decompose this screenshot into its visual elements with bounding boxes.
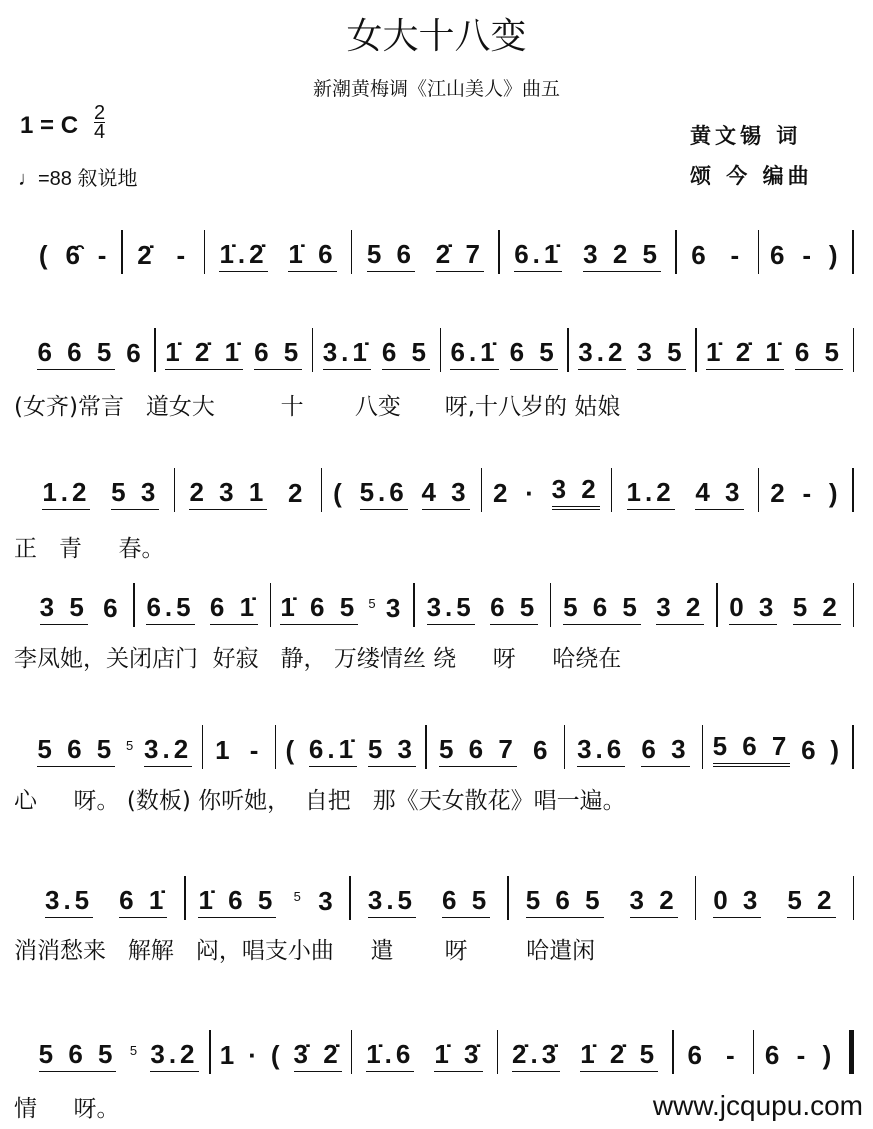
measure — [186, 878, 350, 918]
key-signature: 1 = C — [20, 112, 79, 139]
note-group: 3.6 — [577, 734, 625, 767]
measure — [175, 470, 321, 510]
note-group: 3 2 5 — [583, 239, 661, 272]
measure — [441, 330, 567, 370]
note-group: 6 — [764, 1040, 784, 1070]
note-group: ) — [828, 478, 842, 508]
grace-note: 5 — [293, 889, 301, 904]
barline — [852, 725, 854, 769]
note-group: 1.2 — [627, 477, 675, 510]
note-group: - — [730, 240, 744, 270]
note-group: 3 2 — [630, 885, 678, 918]
note-group: 5 3 — [368, 734, 416, 767]
note-group: 5 6 7 — [439, 734, 517, 767]
note-group: 6 1̇ — [119, 885, 167, 918]
score-row — [28, 470, 854, 510]
note-group: 1 — [215, 735, 234, 765]
measure — [322, 470, 480, 510]
measure — [205, 232, 351, 272]
note-group: 1̇ 3̇ — [434, 1039, 482, 1072]
note-group: 1.2 — [42, 477, 90, 510]
time-top: 2 — [94, 102, 106, 124]
note-group: 6 5 — [382, 337, 430, 370]
time-signature — [94, 104, 105, 141]
note-group: 1̇ 6 5 — [280, 592, 358, 625]
lyricist-credit: 黄文锡 词 — [690, 123, 802, 148]
note-group: - — [796, 1040, 810, 1070]
note-group: 3.2 — [144, 734, 192, 767]
note-group: 6 5 — [254, 337, 302, 370]
note-group: 1̇ 6 5 — [198, 885, 276, 918]
note-group: 5.6 — [360, 477, 408, 510]
measure — [482, 470, 611, 510]
measure — [313, 330, 439, 370]
barline — [852, 468, 854, 512]
measure — [759, 232, 852, 272]
measure — [551, 585, 716, 625]
measure — [696, 878, 852, 918]
note-group: 3̇ 2̇ — [294, 1039, 342, 1072]
note-group: 6.1̇ — [514, 239, 562, 272]
measure — [271, 585, 413, 625]
note-group: - — [176, 240, 190, 270]
note-group: 2 3 1 — [189, 477, 267, 510]
tempo-marking: ♩=88 叙说地 — [18, 168, 138, 190]
note-group: 5 6 5 — [39, 1039, 117, 1072]
note-group: 6 — [687, 1040, 707, 1070]
note-group: 1 — [219, 1040, 239, 1070]
score-row — [28, 1032, 854, 1072]
note-group: - — [97, 240, 111, 270]
note-group: 6 5 — [510, 337, 558, 370]
note-group: 5 6 5 — [526, 885, 604, 918]
measure — [569, 330, 695, 370]
measure — [427, 727, 564, 767]
measure — [123, 232, 204, 272]
score-row — [28, 727, 854, 767]
measure — [135, 585, 270, 625]
note-group: 3.5 — [427, 592, 475, 625]
barline — [853, 876, 855, 920]
note-group: 6 1̇ — [210, 592, 258, 625]
lyric-line: 李凤她，关闭店门 好寂 静， 万缕情丝 绕 呀 哈绕在 — [14, 646, 622, 672]
measure — [509, 878, 695, 918]
note-group: 6 5 — [795, 337, 843, 370]
grace-note: 5 — [126, 738, 134, 753]
note-group: - — [249, 735, 263, 765]
note-group: 6.1̇ — [450, 337, 498, 370]
note-group: 3 2 — [656, 592, 704, 625]
score-row — [28, 585, 854, 625]
note-group: 6 5 — [442, 885, 490, 918]
measure — [718, 585, 853, 625]
score-row — [28, 330, 854, 370]
measure — [612, 470, 758, 510]
note-group: ( — [333, 478, 346, 508]
note-group: ) — [822, 1040, 836, 1070]
measure — [754, 1032, 846, 1072]
final-barline — [849, 1030, 854, 1074]
measure — [276, 727, 425, 767]
note-group: 6 — [770, 240, 789, 270]
note-group: 5 6 5 — [37, 734, 115, 767]
note-group: ( — [270, 1040, 284, 1070]
lyric-line: (女齐)常言 道女大 十 八变 呀,十八岁的 姑娘 — [14, 394, 621, 420]
note-group: 2̇ 7 — [436, 239, 484, 272]
song-subtitle: 新潮黄梅调《江山美人》曲五 — [312, 78, 560, 100]
note-group: - — [802, 240, 815, 270]
note-group: 1̇ 6 — [288, 239, 336, 272]
measure — [28, 470, 174, 510]
note-group: 6 — [691, 240, 710, 270]
time-bottom: 4 — [94, 121, 106, 143]
measure — [415, 585, 550, 625]
note-group: 5 6 7 — [713, 731, 791, 767]
note-group: 5 6 5 — [563, 592, 641, 625]
note-group: 2 — [770, 478, 789, 508]
note-group: ) — [828, 240, 842, 270]
barline — [853, 583, 855, 627]
note-group: 4 3 — [422, 477, 470, 510]
grace-note: 5 — [129, 1043, 138, 1058]
measure — [156, 330, 312, 370]
grace-note: 5 — [368, 596, 376, 611]
lyric-line: 消消愁来 解解 闷，唱支小曲 遣 呀 哈遣闲 — [14, 938, 596, 964]
note-group: 0 3 — [713, 885, 761, 918]
note-group: 1̇.6 — [366, 1039, 414, 1072]
measure — [28, 727, 202, 767]
measure — [28, 1032, 209, 1072]
lyric-line: 心 呀。 (数板) 你听她， 自把 那《天女散花》唱一遍。 — [14, 788, 626, 814]
note-group: 1̇ 2̇ 5 — [580, 1039, 658, 1072]
lyric-line: 情 呀。 — [14, 1096, 120, 1122]
measure — [203, 727, 274, 767]
note-group: 2 — [287, 478, 307, 508]
note-group: - — [802, 478, 816, 508]
note-group: 3.5 — [368, 885, 416, 918]
note-group: 6.1̇ — [309, 734, 357, 767]
note-group: 3 5 — [40, 592, 88, 625]
note-group: 3.2 — [150, 1039, 198, 1072]
note-group: 6 3 — [641, 734, 689, 767]
note-group: 3.5 — [45, 885, 93, 918]
watermark: www.jcqupu.com — [652, 1090, 863, 1121]
song-title: 女大十八变 — [346, 16, 527, 57]
barline — [853, 328, 855, 372]
note-group: 3.2 — [578, 337, 626, 370]
measure — [211, 1032, 351, 1072]
note-group: 1̇.2̇ — [219, 239, 267, 272]
note-group: 1̇ 2̇ 1̇ — [706, 337, 784, 370]
note-group: 2̇.3̇ — [512, 1039, 560, 1072]
measure — [498, 1032, 672, 1072]
note-group: 3 — [385, 593, 405, 623]
measure — [352, 1032, 496, 1072]
composer-credit: 颂 今 编曲 — [690, 163, 813, 188]
note-group: 6 5 — [490, 592, 538, 625]
note-group: 0 3 — [729, 592, 777, 625]
measure — [352, 232, 498, 272]
measure — [28, 232, 121, 272]
note-group: 5 6 — [367, 239, 415, 272]
note-group: · — [525, 478, 538, 508]
note-group: 5 3 — [111, 477, 159, 510]
note-group: 2̇ — [137, 240, 156, 270]
measure — [500, 232, 676, 272]
note-group: 6.5 — [146, 592, 194, 625]
note-group: ) — [830, 735, 844, 765]
note-group: 6 — [801, 735, 820, 765]
measure — [351, 878, 507, 918]
measure — [28, 330, 154, 370]
note-group: 6 6 5 — [37, 337, 115, 370]
note-group: - — [726, 1040, 739, 1070]
note-group: 2 — [492, 478, 512, 508]
measure — [674, 1032, 753, 1072]
note-group: 6 — [103, 593, 122, 623]
barline — [852, 230, 854, 274]
note-group: 5 2 — [793, 592, 841, 625]
note-group: ( — [285, 735, 299, 765]
measure — [703, 727, 852, 767]
score-row — [28, 232, 854, 272]
note-group: 6 — [532, 735, 552, 765]
note-group: 3 2 — [552, 474, 600, 510]
note-group: 4 3 — [695, 477, 743, 510]
note-group: ( — [38, 240, 52, 270]
note-group: 3.1̇ — [323, 337, 371, 370]
lyric-line: 正 青 春。 — [14, 536, 165, 562]
note-group: 6̑ — [65, 240, 84, 270]
score-row — [28, 878, 854, 918]
note-group: 1̇ 2̇ 1̇ — [165, 337, 243, 370]
note-group: · — [248, 1040, 261, 1070]
note-group: 6 — [126, 338, 145, 368]
note-group: 3 5 — [637, 337, 685, 370]
measure — [677, 232, 758, 272]
measure — [759, 470, 852, 510]
measure — [697, 330, 853, 370]
measure — [28, 585, 133, 625]
note-group: 3 — [318, 886, 337, 916]
measure — [28, 878, 184, 918]
measure — [565, 727, 702, 767]
note-group: 5 2 — [787, 885, 835, 918]
